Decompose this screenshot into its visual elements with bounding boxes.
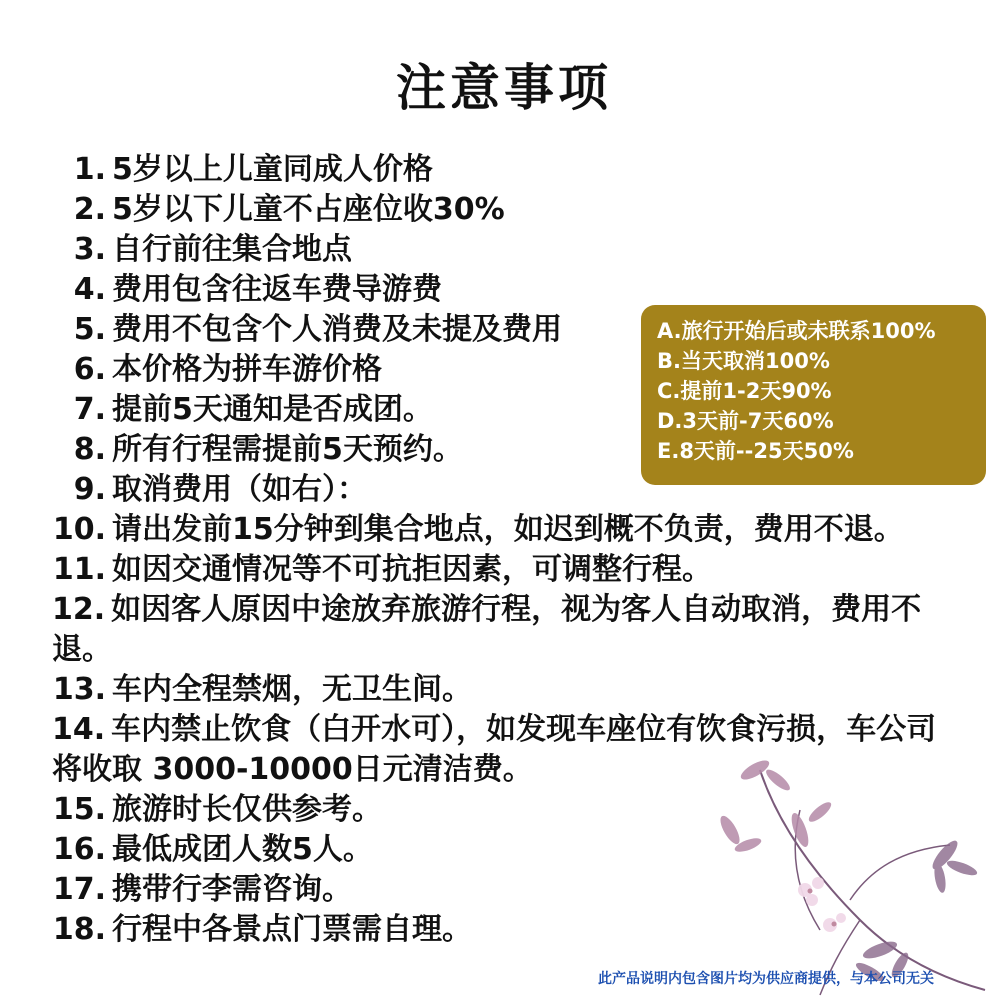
note-number: 17. xyxy=(52,872,106,907)
fee-line-e: E.8天前--25天50% xyxy=(657,439,854,463)
fee-line-a: A.旅行开始后或未联系100% xyxy=(657,319,936,343)
note-text: 车内全程禁烟，无卫生间。 xyxy=(112,672,472,707)
page-title: 注意事项 xyxy=(396,59,612,117)
note-text: 携带行李需咨询。 xyxy=(112,872,352,907)
note-text: 费用不包含个人消费及未提及费用 xyxy=(112,312,562,347)
note-item-12 xyxy=(52,590,957,670)
note-item-2 xyxy=(52,190,982,230)
note-text: 本价格为拼车游价格 xyxy=(112,352,382,387)
note-number: 15. xyxy=(52,792,106,827)
note-text: 车内禁止饮食（白开水可），如发现车座位有饮食污损，车公司将收取 3000-10000日元清洁费。 xyxy=(52,712,937,787)
note-number: 6. xyxy=(73,352,106,387)
note-text: 如因客人原因中途放弃旅游行程，视为客人自动取消，费用不退。 xyxy=(52,592,922,667)
note-item-10 xyxy=(52,510,982,550)
note-number: 11. xyxy=(52,552,106,587)
fee-line-d: D.3天前-7天60% xyxy=(657,409,834,433)
note-text: 旅游时长仅供参考。 xyxy=(112,792,382,827)
note-item-1 xyxy=(52,150,982,190)
note-text: 5岁以下儿童不占座位收30% xyxy=(112,192,505,227)
note-item-3 xyxy=(52,230,982,270)
note-text: 所有行程需提前5天预约。 xyxy=(112,432,463,467)
note-number: 7. xyxy=(73,392,106,427)
note-text: 提前5天通知是否成团。 xyxy=(112,392,433,427)
note-item-13 xyxy=(52,670,982,710)
note-text: 行程中各景点门票需自理。 xyxy=(112,912,472,947)
note-number: 14. xyxy=(52,712,106,747)
note-item-11 xyxy=(52,550,982,590)
note-number: 5. xyxy=(73,312,106,347)
note-number: 4. xyxy=(73,272,106,307)
note-text: 最低成团人数5人。 xyxy=(112,832,373,867)
flower-branch-icon xyxy=(700,750,1000,1000)
note-text: 请出发前15分钟到集合地点，如迟到概不负责，费用不退。 xyxy=(112,512,904,547)
note-text: 自行前往集合地点 xyxy=(112,232,352,267)
note-number: 10. xyxy=(52,512,106,547)
cancellation-fee-box xyxy=(641,305,986,485)
note-number: 16. xyxy=(52,832,106,867)
note-text: 5岁以上儿童同成人价格 xyxy=(112,152,433,187)
note-number: 2. xyxy=(73,192,106,227)
note-number: 3. xyxy=(73,232,106,267)
note-number: 8. xyxy=(73,432,106,467)
note-text: 费用包含往返车费导游费 xyxy=(112,272,442,307)
note-text: 取消费用（如右）： xyxy=(112,472,367,507)
note-text: 如因交通情况等不可抗拒因素，可调整行程。 xyxy=(112,552,712,587)
note-number: 13. xyxy=(52,672,106,707)
supplier-disclaimer: 此产品说明内包含图片均为供应商提供，与本公司无关 xyxy=(598,971,934,987)
fee-line-c: C.提前1-2天90% xyxy=(657,379,832,403)
note-number: 9. xyxy=(73,472,106,507)
note-number: 18. xyxy=(52,912,106,947)
note-number: 12. xyxy=(52,592,106,627)
fee-line-b: B.当天取消100% xyxy=(657,349,830,373)
note-item-4 xyxy=(52,270,982,310)
note-number: 1. xyxy=(73,152,106,187)
